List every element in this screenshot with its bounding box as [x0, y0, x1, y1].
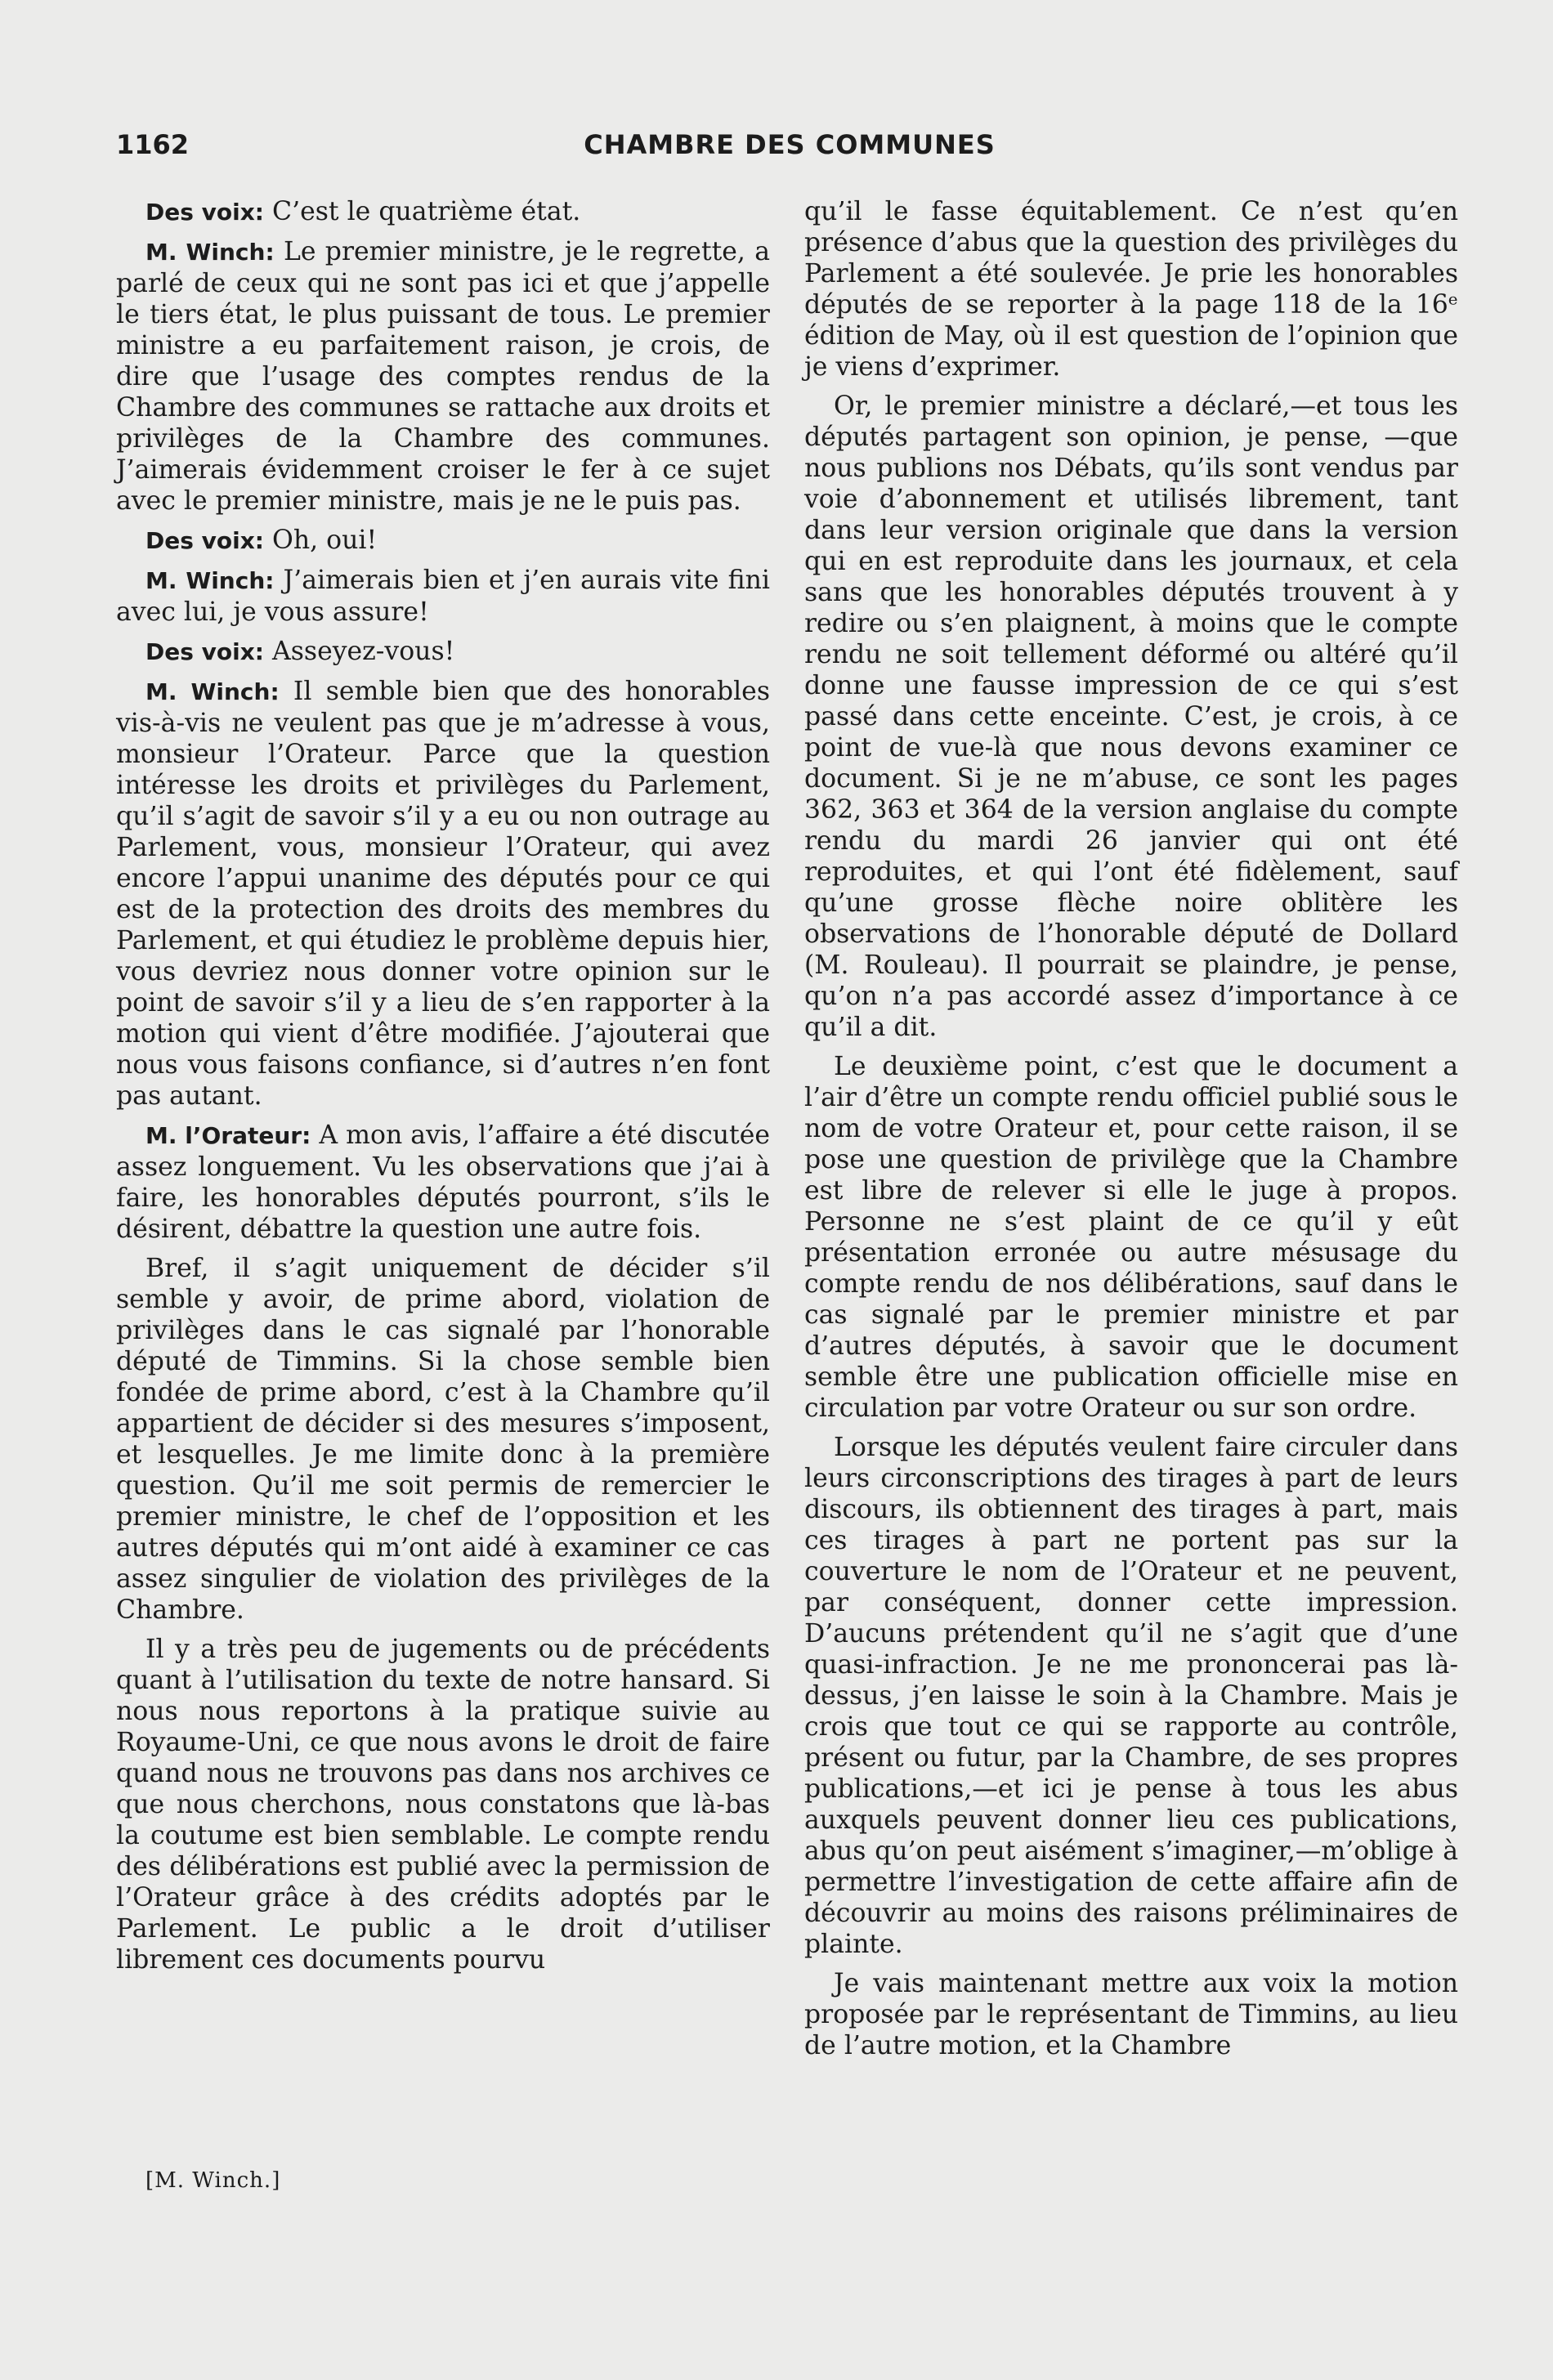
left-column [116, 196, 770, 1984]
paragraph-text: A mon avis, l’affaire a été discutée assez longuement. Vu les observations que j’ai à faire, les honorables députés pourront, s’ils le désirent, débattre la question une autre fois. [116, 1121, 770, 1244]
paragraph [116, 236, 770, 517]
page-title: CHAMBRE DES COMMUNES [584, 129, 996, 160]
page-number: 1162 [116, 129, 190, 160]
paragraph-text: Oh, oui! [264, 526, 378, 555]
paragraph-text: Je vais maintenant mettre aux voix la motion proposée par le représentant de Timmins, au lieu de l’autre motion, et la Chambre [804, 1969, 1458, 2060]
paragraph-text: Il y a très peu de jugements ou de précédents quant à l’utilisation du texte de notre hansard. Si nous nous reportons à la pratique suivie au Royaume-Uni, ce que nous avons le droit de faire quand nous ne trouvons pas dans nos archives ce que nous cherchons, nous constatons que là-bas la coutume est bien semblable. Le compte rendu des délibérations est publié avec la permission de l’Orateur grâce à des crédits adoptés par le Parlement. Le public a le droit d’utiliser librement ces documents pourvu [116, 1635, 770, 1975]
paragraph [116, 196, 770, 228]
paragraph [116, 1120, 770, 1245]
speaker-label: M. Winch: [145, 239, 275, 266]
paragraph [804, 391, 1458, 1043]
paragraph-text: Lorsque les députés veulent faire circuler dans leurs circonscriptions des tirages à part de leurs discours, ils obtiennent des tirages à part, mais ces tirages à part ne portent pas sur la couverture le nom de l’Orateur et ne peuvent, par conséquent, donner cette impression. D’aucuns prétendent qu’il ne s’agit que d’une quasi-infraction. Je ne me prononcerai pas là-dessus, j’en laisse le soin à la Chambre. Mais je crois que tout ce qui se rapporte au contrôle, présent ou futur, par la Chambre, de ses propres publications,—et ici je pense à tous les abus auxquels peuvent donner lieu ces publications, abus qu’on peut aisément s’imaginer,—m’oblige à permettre l’investigation de cette affaire afin de découvrir au moins des raisons préliminaires de plainte. [804, 1433, 1458, 1959]
paragraph-text: J’aimerais bien et j’en aurais vite fini avec lui, je vous assure! [116, 566, 770, 627]
paragraph-text: C’est le quatrième état. [264, 197, 581, 226]
speaker-label: Des voix: [145, 638, 264, 665]
paragraph [804, 196, 1458, 382]
footer-attribution: [M. Winch.] [145, 2168, 281, 2193]
paragraph-text: Bref, il s’agit uniquement de décider s’il semble y avoir, de prime abord, violation de privilèges dans le cas signalé par l’honorable député de Timmins. Si la chose semble bien fondée de prime abord, c’est à la Chambre qu’il appartient de décider si des mesures s’imposent, et lesquelles. Je me limite donc à la première question. Qu’il me soit permis de remercier le premier ministre, le chef de l’opposition et les autres députés qui m’ont aidé à examiner ce cas assez singulier de violation des privilèges de la Chambre. [116, 1254, 770, 1625]
right-column [804, 196, 1458, 2069]
paragraph [804, 1432, 1458, 1960]
paragraph-text: Il semble bien que des honorables vis-à-vis ne veulent pas que je m’adresse à vous, monsieur l’Orateur. Parce que la question intéresse les droits et privilèges du Parlement, qu’il s’agit de savoir s’il y a eu ou non outrage au Parlement, vous, monsieur l’Orateur, qui avez encore l’appui unanime des députés pour ce qui est de la protection des droits des membres du Parlement, et qui étudiez le problème depuis hier, vous devriez nous donner votre opinion sur le point de savoir s’il y a lieu de s’en rapporter à la motion qui vient d’être modifiée. J’ajouterai que nous vous faisons confiance, si d’autres n’en font pas autant. [116, 677, 770, 1111]
paragraph [116, 1253, 770, 1626]
speaker-label: M. Winch: [145, 567, 275, 594]
paragraph-text: Or, le premier ministre a déclaré,—et tous les députés partagent son opinion, je pense, —que nous publions nos Débats, qu’ils sont vendus par voie d’abonnement et utilisés librement, tant dans leur version originale que dans la version qui en est reproduite dans les journaux, et cela sans que les honorables députés trouvent à y redire ou s’en plaignent, à moins que le compte rendu ne soit tellement déformé ou altéré qu’il donne une fausse impression de ce qui s’est passé dans cette enceinte. C’est, je crois, à ce point de vue-là que nous devons examiner ce document. Si je ne m’abuse, ce sont les pages 362, 363 et 364 de la version anglaise du compte rendu du mardi 26 janvier qui ont été reproduites, et qui l’ont été fidèlement, sauf qu’une grosse flèche noire oblitère les observations de l’honorable député de Dollard (M. Rouleau). Il pourrait se plaindre, je pense, qu’on n’a pas accordé assez d’importance à ce qu’il a dit. [804, 391, 1458, 1042]
paragraph [116, 525, 770, 557]
speaker-label: Des voix: [145, 527, 264, 554]
paragraph [804, 1051, 1458, 1424]
paragraph [116, 1634, 770, 1975]
paragraph-text: Le premier ministre, je le regrette, a parlé de ceux qui ne sont pas ici et que j’appelle le tiers état, le plus puissant de tous. Le premier ministre a eu parfaitement raison, je crois, de dire que l’usage des comptes rendus de la Chambre des communes se rattache aux droits et privilèges de la Chambre des communes. J’aimerais évidemment croiser le fer à ce sujet avec le premier ministre, mais je ne le puis pas. [116, 237, 770, 516]
paragraph [116, 676, 770, 1112]
paragraph-text: Asseyez-vous! [264, 637, 455, 666]
speaker-label: Des voix: [145, 199, 264, 226]
paragraph-text: Le deuxième point, c’est que le document a l’air d’être un compte rendu officiel publié sous le nom de votre Orateur et, pour cette raison, il se pose une question de privilège que la Chambre est libre de relever si elle le juge à propos. Personne ne s’est plaint de ce qu’il y eût présentation erronée ou autre mésusage du compte rendu de nos délibérations, sauf dans le cas signalé par le premier ministre et par d’autres députés, à savoir que le document semble être une publication officielle mise en circulation par votre Orateur ou sur son ordre. [804, 1052, 1458, 1423]
paragraph-text: qu’il le fasse équitablement. Ce n’est qu’en présence d’abus que la question des privilèges du Parlement a été soulevée. Je prie les honorables députés de se reporter à la page 118 de la 16ᵉ édition de May, où il est question de l’opinion que je viens d’exprimer. [804, 197, 1458, 382]
speaker-label: M. l’Orateur: [145, 1122, 311, 1149]
paragraph [116, 565, 770, 628]
paragraph [804, 1968, 1458, 2061]
paragraph [116, 636, 770, 668]
speaker-label: M. Winch: [145, 678, 280, 705]
